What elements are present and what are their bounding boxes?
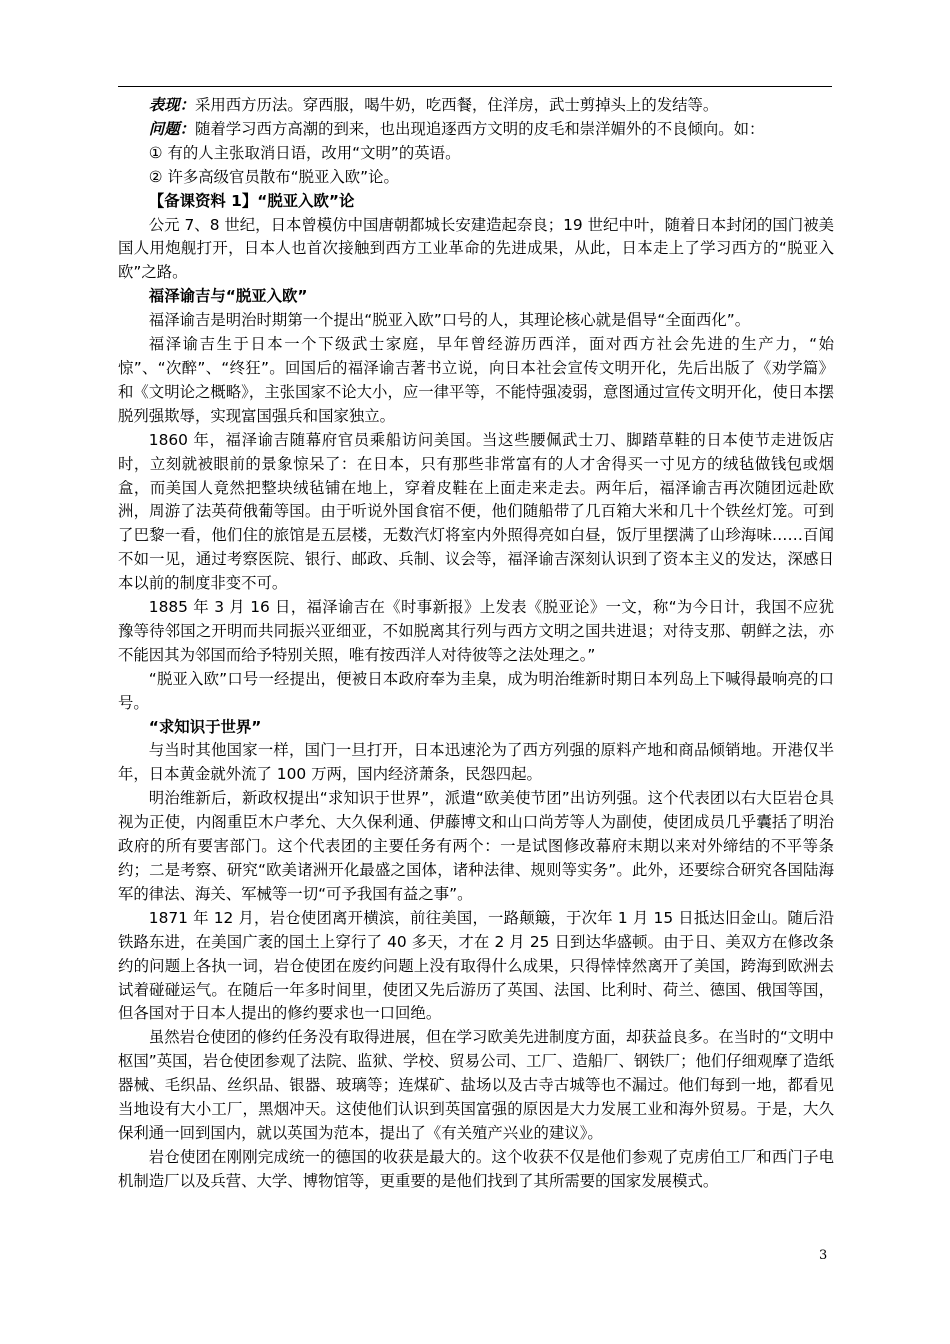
subheading-fukuzawa: 福泽谕吉与“脱亚入欧” (148, 287, 308, 306)
page-content (118, 94, 834, 1194)
subheading-knowledge: “求知识于世界” (148, 717, 262, 736)
paragraph-slogan: “脱亚入欧”口号一经提出，便被日本政府奉为圭臬，成为明治维新时期日本列岛上下喊得最响亮的口号。 (118, 669, 834, 712)
paragraph-fukuzawa-1: 福泽谕吉是明治时期第一个提出“脱亚入欧”口号的人，其理论核心就是倡导“全面西化”。 (148, 311, 751, 330)
label-biaoxian: 表现： (148, 96, 195, 114)
label-wenti: 问题： (148, 119, 195, 138)
header-rule (118, 86, 832, 87)
text-biaoxian: 采用西方历法。穿西服，喝牛奶，吃西餐，住洋房，武士剪掉头上的发结等。 (194, 96, 719, 114)
paragraph-intro: 公元 7、8 世纪，日本曾模仿中国唐朝都城长安建造起奈良；19 世纪中叶，随着日本封闭的国门被美国人用炮舰打开，日本人也首次接触到西方工业革命的先进成果，从此，日本走上了学习西方的“脱亚入欧”之路。 (118, 215, 834, 282)
list-item-2: ② 许多高级官员散布“脱亚入欧”论。 (148, 167, 399, 186)
paragraph-1860: 1860 年，福泽谕吉随幕府官员乘船访问美国。当这些腰佩武士刀、脚踏草鞋的日本使节走进饭店时，立刻就被眼前的景象惊呆了：在日本，只有那些非常富有的人才舍得买一寸见方的绒毡做钱包或烟盒，而美国人竟然把整块绒毡铺在地上，穿着皮鞋在上面走来走去。两年后，福泽谕吉再次随团远赴欧洲，周游了法英荷俄葡等国。由于听说外国食宿不便，他们随船带了几百箱大米和几十个铁丝灯笼。可到了巴黎一看，他们住的旅馆是五层楼，无数汽灯将室内外照得亮如白昼，饭厅里摆满了山珍海味……百闻不如一见，通过考察医院、银行、邮政、兵制、议会等，福泽谕吉深刻认识到了资本主义的发达，深感日本以前的制度非变不可。 (118, 430, 834, 593)
paragraph-britain: 虽然岩仓使团的修约任务没有取得进展，但在学习欧美先进制度方面，却获益良多。在当时的“文明中枢国”英国，岩仓使团参观了法院、监狱、学校、贸易公司、工厂、造船厂、钢铁厂；他们仔细观摩了造纸器械、毛织品、丝织品、银器、玻璃等；连煤矿、盐场以及古寺古城等也不漏过。他们每到一地，都看见当地设有大小工厂，黑烟冲天。这使他们认识到英国富强的原因是大力发展工业和海外贸易。于是，大久保利通一回到国内，就以英国为范本，提出了《有关殖产兴业的建议》。 (118, 1028, 834, 1142)
paragraph-1871: 1871 年 12 月，岩仓使团离开横滨，前往美国，一路颠簸，于次年 1 月 15 日抵达旧金山。随后沿铁路东进，在美国广袤的国土上穿行了 40 多天，才在 2 月 25 日到达华盛顿。由于日、美双方在修改条约的问题上各执一词，岩仓使团在废约问题上没有取得什么成果，只得悻悻然离开了美国，跨海到欧洲去试着碰碰运气。在随后一年多时间里，使团又先后游历了英国、法国、比利时、荷兰、德国、俄国等国，但各国对于日本人提出的修约要求也一口回绝。 (118, 908, 834, 1023)
paragraph-germany: 岩仓使团在刚刚完成统一的德国的收获是最大的。这个收获不仅是他们参观了克虏伯工厂和西门子电机制造厂以及兵营、大学、博物馆等，更重要的是他们找到了其所需要的国家发展模式。 (118, 1147, 834, 1190)
paragraph-biaoxian (118, 94, 834, 118)
paragraph-opening: 与当时其他国家一样，国门一旦打开，日本迅速沦为了西方列强的原料产地和商品倾销地。开港仅半年，日本黄金就外流了 100 万两，国内经济萧条，民怨四起。 (118, 741, 834, 784)
section-heading-material-1: 【备课资料 1】“脱亚入欧”论 (148, 191, 355, 210)
page-number: 3 (819, 1248, 828, 1263)
paragraph-fukuzawa-2: 福泽谕吉生于日本一个下级武士家庭，早年曾经游历西洋，面对西方社会先进的生产力，“始惊”、“次醉”、“终狂”。回国后的福泽谕吉著书立说，向日本社会宣传文明开化，先后出版了《劝学篇》和《文明论之概略》，主张国家不论大小，应一律平等，不能恃强凌弱，意图通过宣传文明开化，使日本摆脱列强欺辱，实现富国强兵和国家独立。 (118, 335, 834, 425)
paragraph-wenti (118, 118, 834, 142)
list-item-1: ① 有的人主张取消日语，改用“文明”的英语。 (148, 143, 461, 162)
text-wenti: 随着学习西方高潮的到来，也出现追逐西方文明的皮毛和崇洋媚外的不良倾向。如： (194, 119, 765, 138)
paragraph-1885: 1885 年 3 月 16 日，福泽谕吉在《时事新报》上发表《脱亚论》一文，称“为今日计，我国不应犹豫等待邻国之开明而共同振兴亚细亚，不如脱离其行列与西方文明之国共进退；对待支那、朝鲜之法，亦不能因其为邻国而给予特别关照，唯有按西洋人对待彼等之法处理之。” (118, 598, 834, 664)
paragraph-mission: 明治维新后，新政权提出“求知识于世界”，派遣“欧美使节团”出访列强。这个代表团以右大臣岩仓具视为正使，内阁重臣木户孝允、大久保利通、伊藤博文和山口尚芳等人为副使，使团成员几乎囊括了明治政府的所有要害部门。这个代表团的主要任务有两个：一是试图修改幕府末期以来对外缔结的不平等条约；二是考察、研究“欧美诸洲开化最盛之国体，诸种法律、规则等实务”。此外，还要综合研究各国陆海军的律法、海关、军械等一切“可予我国有益之事”。 (118, 789, 834, 903)
